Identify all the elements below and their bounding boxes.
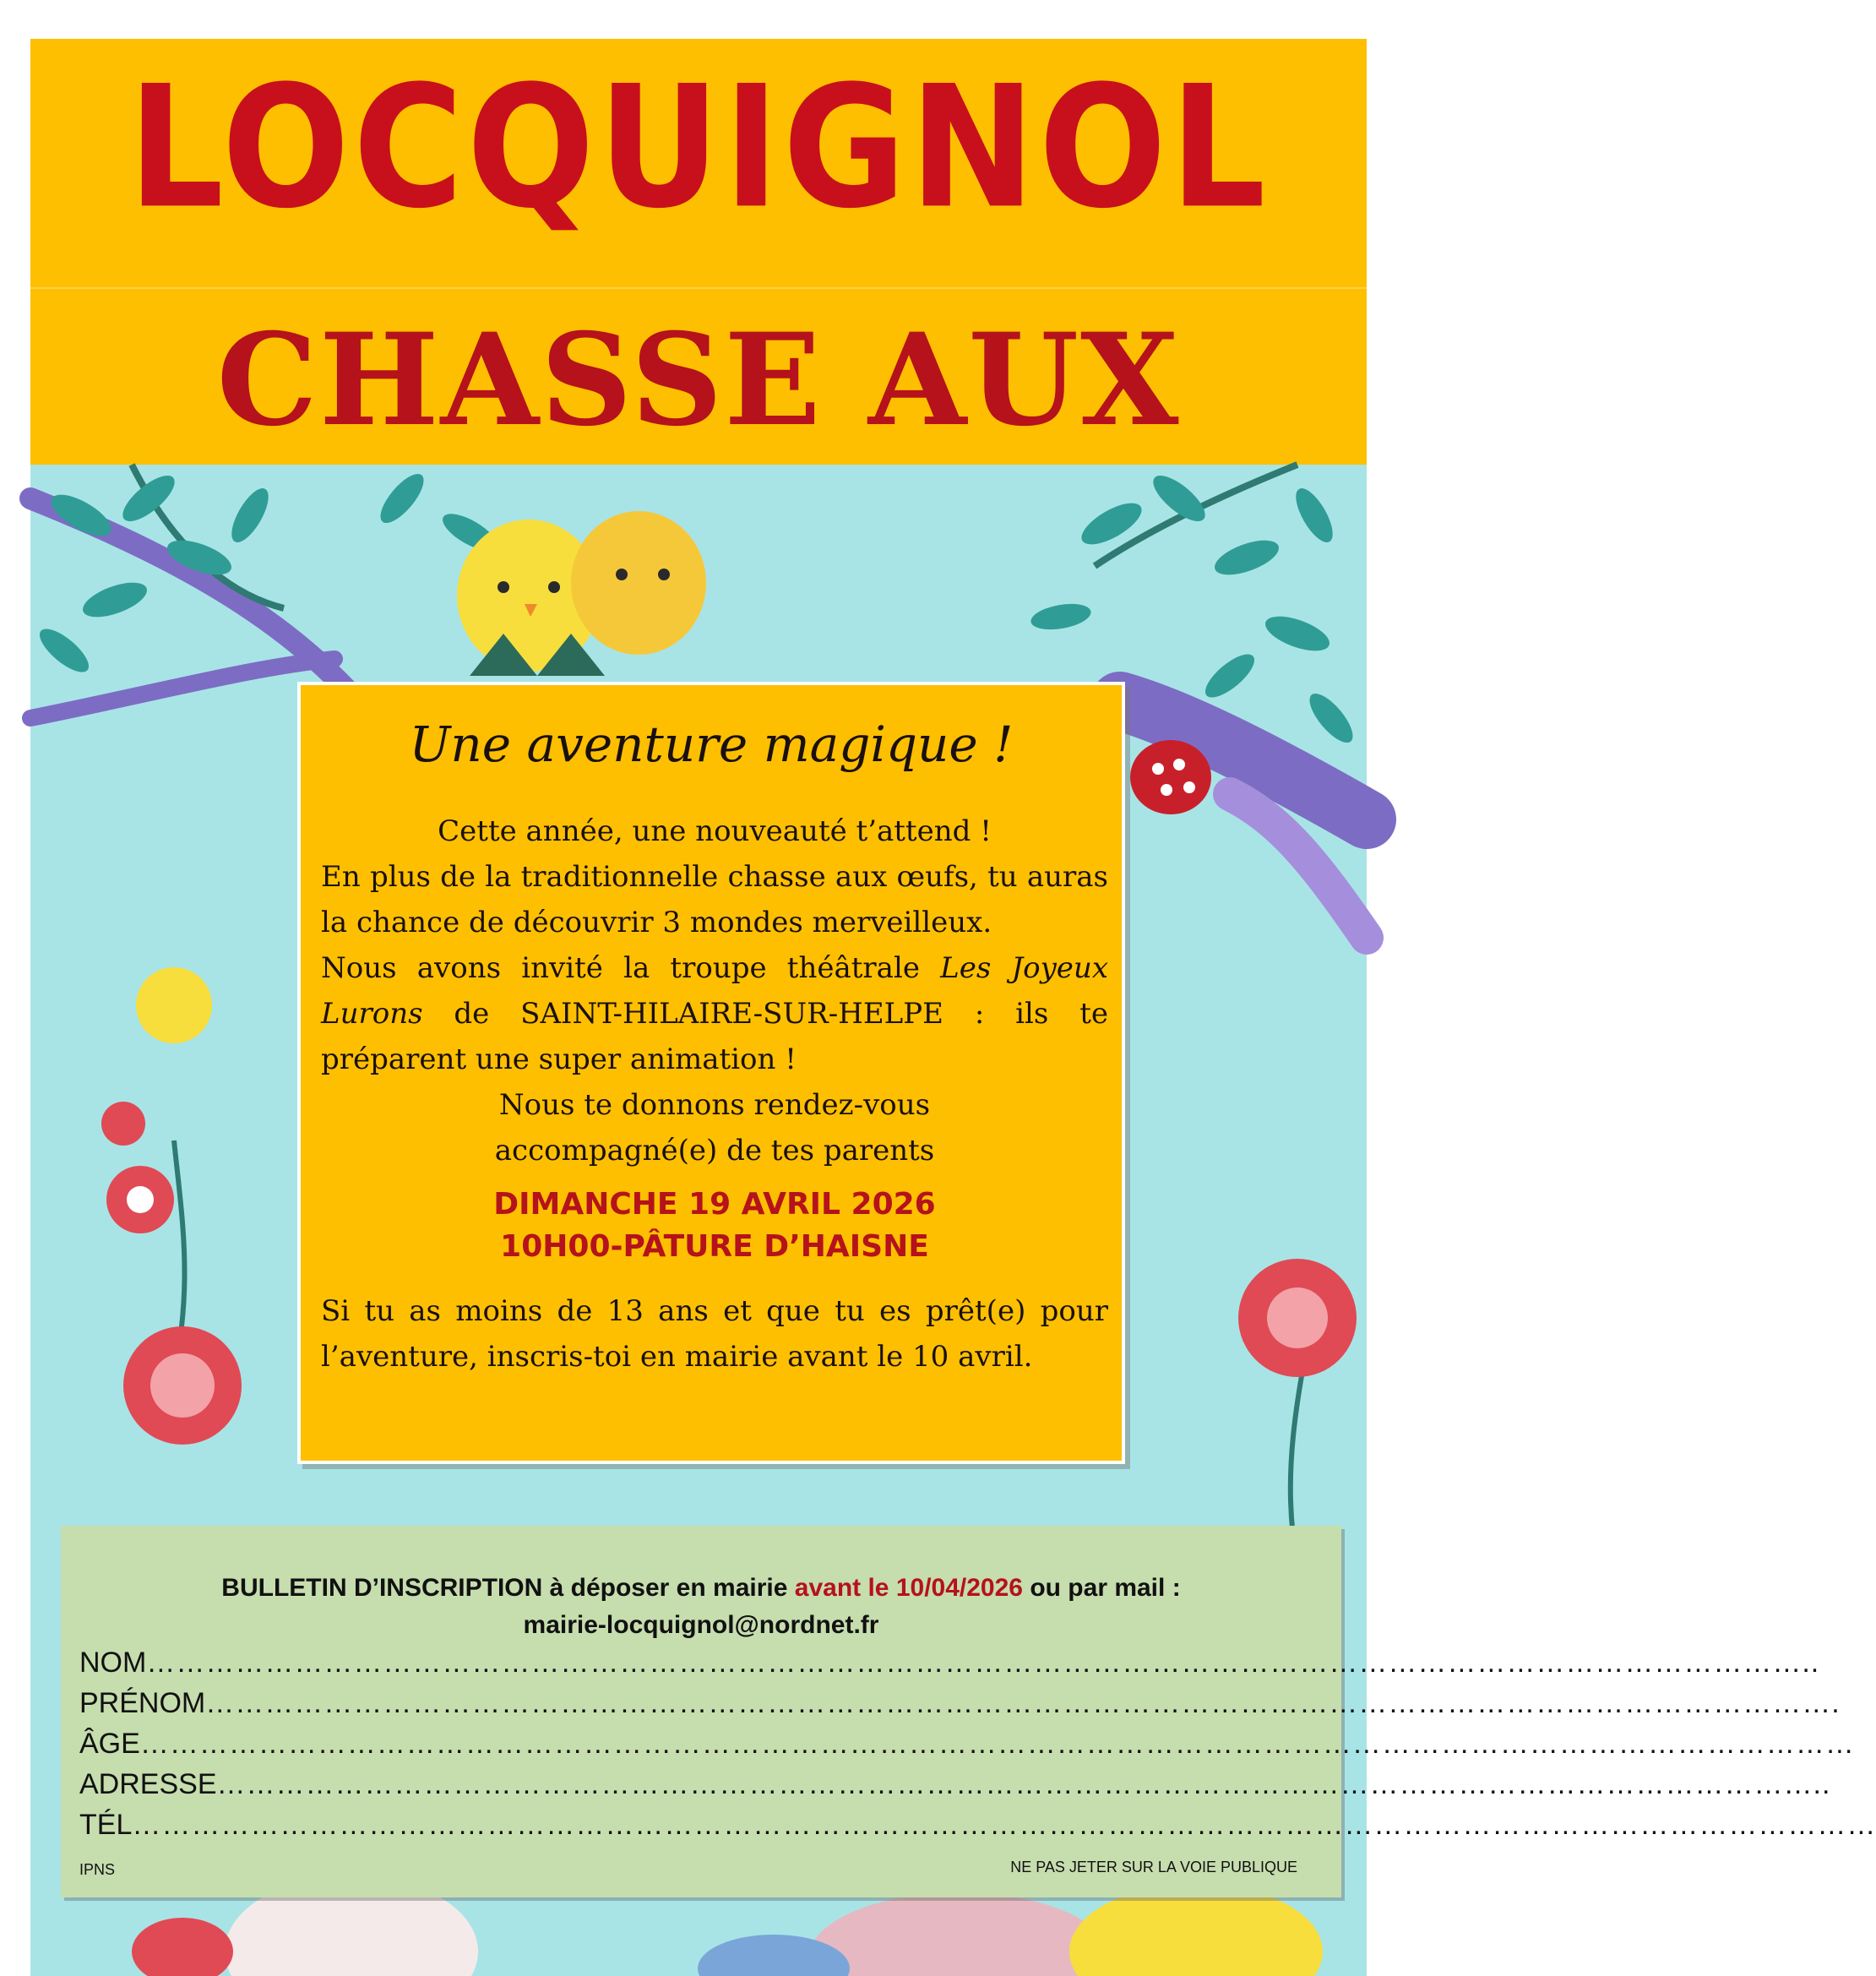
header-divider: [30, 287, 1367, 289]
card-paragraph-2-a: Nous avons invité la troupe théâtrale: [321, 951, 941, 985]
field-label: ADRESSE: [79, 1768, 217, 1800]
page-subtitle: CHASSE AUX: [216, 306, 1181, 455]
field-tel[interactable]: TÉL……………………………………………………………………………………………………………………………………………………………: [79, 1809, 1876, 1841]
card-line-news: Cette année, une nouveauté t’attend !: [438, 814, 992, 848]
form-title-a: BULLETIN D’INSCRIPTION à déposer en mairie: [221, 1574, 795, 1602]
form-title-b: ou par mail :: [1022, 1574, 1181, 1602]
card-heading: Une aventure magique !: [409, 716, 1014, 773]
card-paragraph-2: [321, 945, 1108, 1082]
field-adresse[interactable]: ADRESSE………………………………………………………………………………………………………………………………………………..: [79, 1768, 1831, 1800]
footer-ipns: IPNS: [79, 1861, 116, 1878]
field-nom[interactable]: NOM……………………………………………………………………………………………………………………………………………………..: [79, 1647, 1820, 1679]
card-closing: Si tu as moins de 13 ans et que tu es prêt(e) pour l’aventure, inscris-toi en mairie avant le 10 avril.: [321, 1294, 1108, 1374]
card-body: [321, 808, 1108, 1380]
card-rdv-line-1: Nous te donnons rendez-vous: [498, 1088, 931, 1122]
form-email[interactable]: mairie-locquignol@nordnet.fr: [523, 1611, 879, 1639]
page-title: LOCQUIGNOL: [128, 49, 1270, 246]
troupe-name: Les Joyeux Lurons: [321, 951, 1108, 1031]
field-label: TÉL: [79, 1809, 133, 1841]
event-time-place: 10H00-PÂTURE D’HAISNE: [500, 1229, 929, 1264]
field-label: PRÉNOM: [79, 1687, 206, 1719]
form-deadline: avant le 10/04/2026: [794, 1574, 1023, 1602]
field-label: ÂGE: [79, 1728, 140, 1760]
footer-notice: NE PAS JETER SUR LA VOIE PUBLIQUE: [1010, 1859, 1297, 1875]
field-label: NOM: [79, 1647, 147, 1679]
form-title: [61, 1570, 1341, 1644]
card-paragraph-1: En plus de la traditionnelle chasse aux œufs, tu auras la chance de découvrir 3 mondes merveilleux.: [321, 860, 1108, 939]
field-age[interactable]: ÂGE…………………………………………………………………………………………………………………………………………………………: [79, 1728, 1855, 1760]
card-rdv-line-2: accompagné(e) de tes parents: [494, 1134, 935, 1168]
event-date: DIMANCHE 19 AVRIL 2026: [493, 1187, 936, 1222]
invitation-card: [297, 682, 1125, 1464]
registration-form: [61, 1526, 1876, 1897]
card-paragraph-2-b: de SAINT-HILAIRE-SUR-HELPE : ils te préparent une super animation !: [321, 997, 1108, 1076]
field-prenom[interactable]: PRÉNOM………………………………………………………………………………………………………………………………………………….: [79, 1687, 1841, 1719]
